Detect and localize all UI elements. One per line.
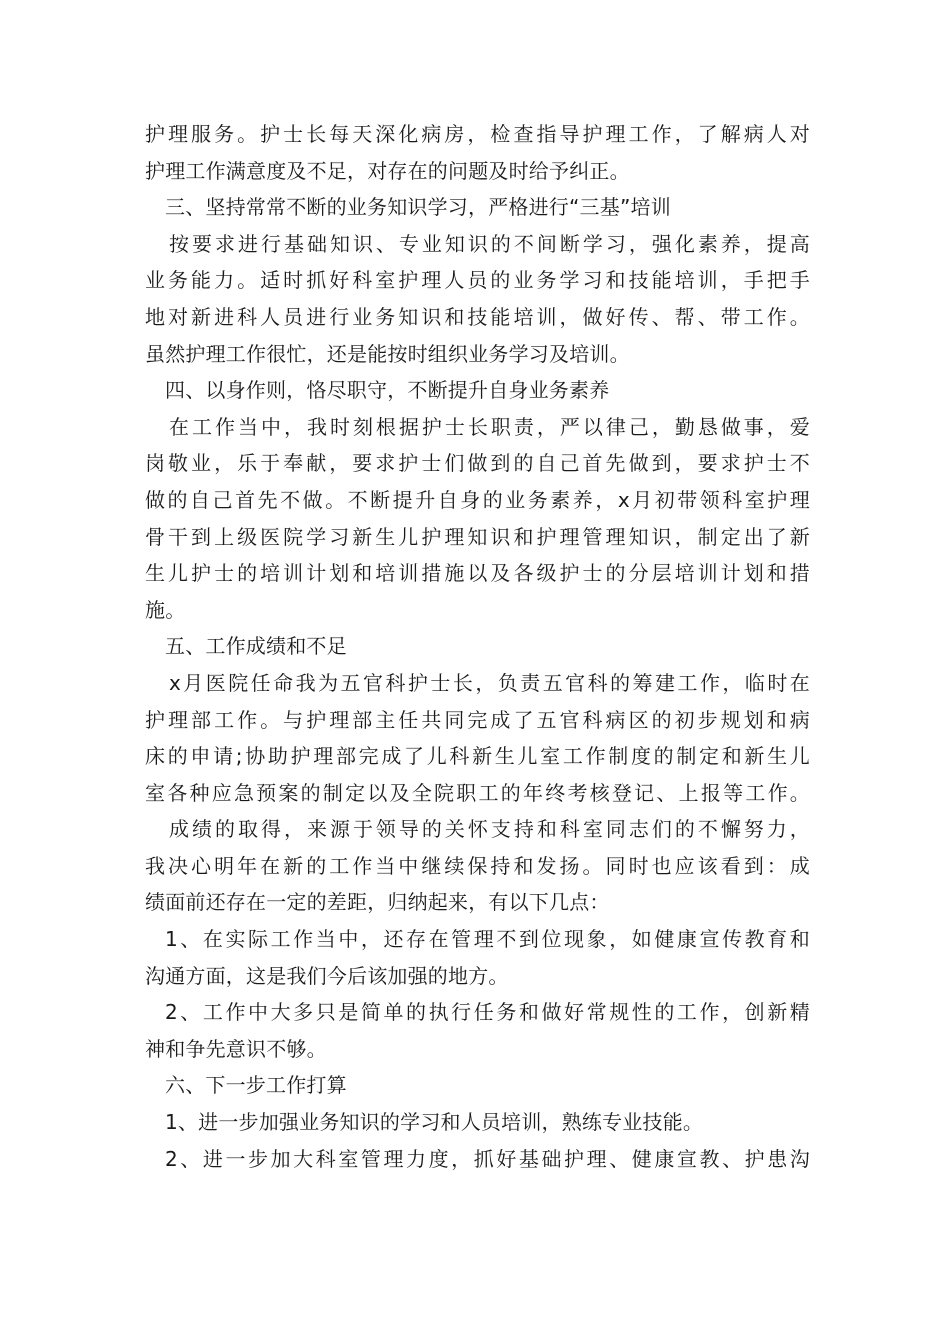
text-line: 按要求进行基础知识、专业知识的不间断学习，强化素养，提高 <box>169 231 810 256</box>
text-line: 地对新进科人员进行业务知识和技能培训，做好传、帮、带工作。 <box>145 304 810 329</box>
text-line: 六、下一步工作打算 <box>165 1073 347 1098</box>
text-line: 护理工作满意度及不足，对存在的问题及时给予纠正。 <box>145 158 630 183</box>
text-line: 神和争先意识不够。 <box>145 1036 327 1061</box>
text-line: 护理部工作。与护理部主任共同完成了五官科病区的初步规划和病 <box>145 707 810 732</box>
text-line: 生儿护士的培训计划和培训措施以及各级护士的分层培训计划和措 <box>145 561 810 586</box>
text-line: 沟通方面，这是我们今后该加强的地方。 <box>145 963 509 988</box>
text-line: 岗敬业，乐于奉献，要求护士们做到的自己首先做到，要求护士不 <box>145 451 810 476</box>
text-line: 护理服务。护士长每天深化病房，检查指导护理工作，了解病人对 <box>145 122 810 146</box>
text-line: 室各种应急预案的制定以及全院职工的年终考核登记、上报等工作。 <box>145 780 810 805</box>
text-line: 骨干到上级医院学习新生儿护理知识和护理管理知识，制定出了新 <box>145 524 810 549</box>
text-line: 2、进一步加大科室管理力度，抓好基础护理、健康宣教、护患沟 <box>165 1146 810 1171</box>
text-line: x月医院任命我为五官科护士长，负责五官科的筹建工作，临时在 <box>169 670 810 695</box>
text-line: 业务能力。适时抓好科室护理人员的业务学习和技能培训，手把手 <box>145 268 810 293</box>
text-line: 2、工作中大多只是简单的执行任务和做好常规性的工作，创新精 <box>165 1000 810 1025</box>
text-line: 1、在实际工作当中，还存在管理不到位现象，如健康宣传教育和 <box>165 927 810 952</box>
text-line: 绩面前还存在一定的差距，归纳起来，有以下几点： <box>145 890 610 915</box>
text-line: 成绩的取得，来源于领导的关怀支持和科室同志们的不懈努力， <box>169 817 810 842</box>
text-line: 我决心明年在新的工作当中继续保持和发扬。同时也应该看到：成 <box>145 853 810 878</box>
text-line: 1、进一步加强业务知识的学习和人员培训，熟练专业技能。 <box>165 1110 704 1135</box>
text-line: 在工作当中，我时刻根据护士长职责，严以律己，勤恳做事，爱 <box>169 414 810 439</box>
text-line: 施。 <box>145 597 186 622</box>
text-line: 三、坚持常常不断的业务知识学习，严格进行“三基”培训 <box>165 195 671 220</box>
text-line: 五、工作成绩和不足 <box>165 634 347 659</box>
text-line: 四、以身作则，恪尽职守，不断提升自身业务素养 <box>165 378 610 403</box>
text-line: 床的申请;协助护理部完成了儿科新生儿室工作制度的制定和新生儿 <box>145 744 810 769</box>
document-body <box>145 116 810 1177</box>
text-line: 虽然护理工作很忙，还是能按时组织业务学习及培训。 <box>145 341 630 366</box>
text-line: 做的自己首先不做。不断提升自身的业务素养，x月初带领科室护理 <box>145 487 810 512</box>
